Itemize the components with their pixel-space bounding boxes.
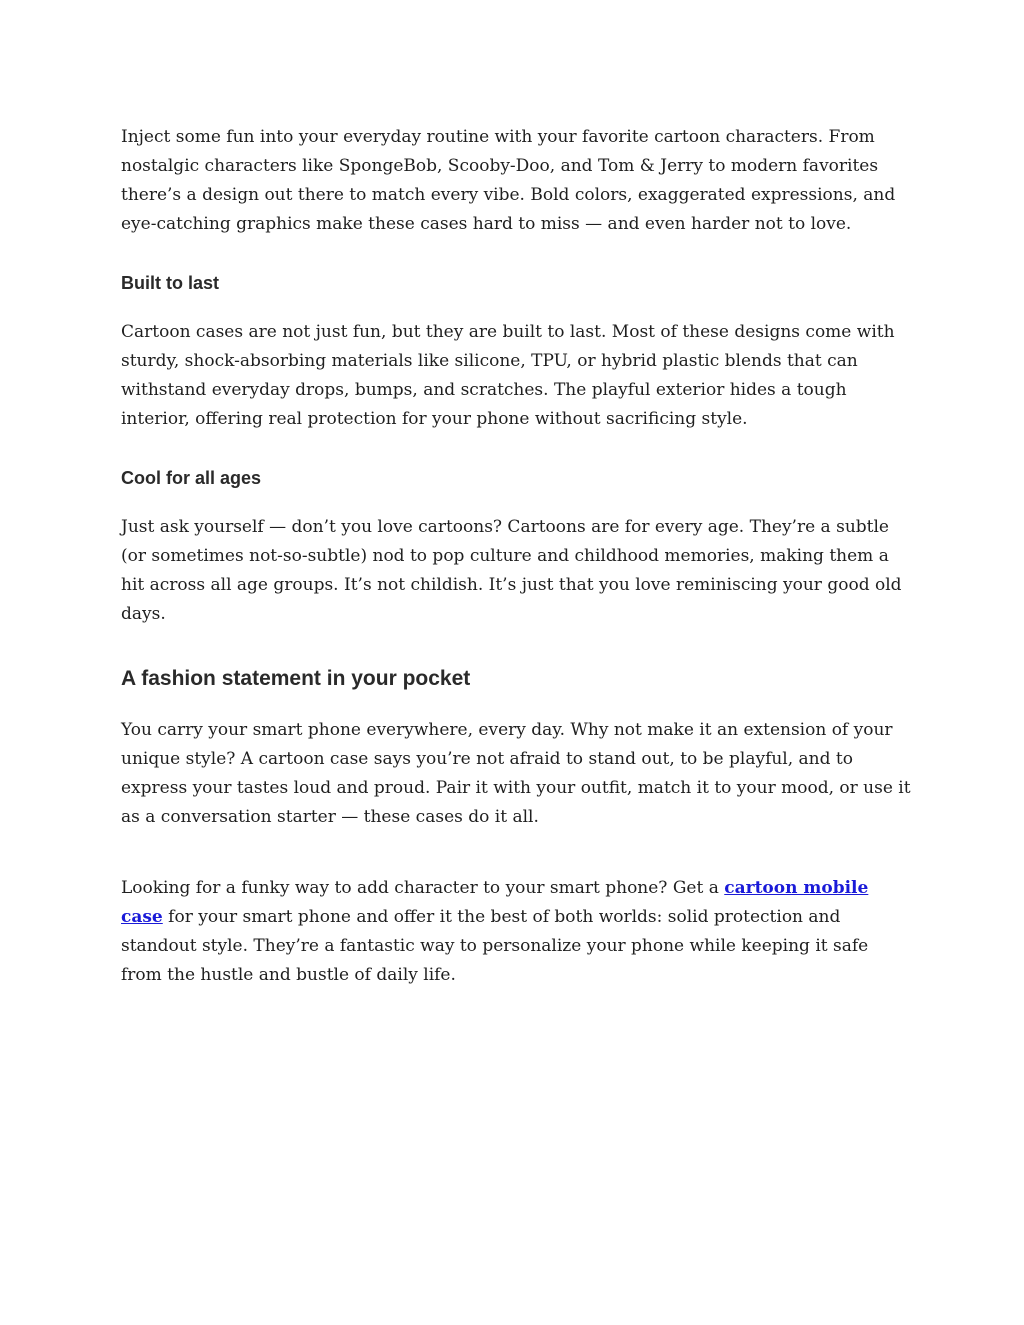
heading-cool-for-all-ages: Cool for all ages: [121, 468, 262, 488]
heading-fashion-statement: A fashion statement in your pocket: [121, 667, 471, 690]
closing-text-after: for your smart phone and offer it the best of both worlds: solid protection and standout style. They’re a fantastic way to personalize your phone while keeping it safe from the hustle and bustle of daily life.: [121, 907, 869, 985]
built-to-last-paragraph: Cartoon cases are not just fun, but they are built to last. Most of these designs come with sturdy, shock-absorbing materials like silicone, TPU, or hybrid plastic blends that can withstand everyday drops, bumps, and scratches. The playful exterior hides a tough interior, offering real protection for your phone without sacrificing style.: [121, 322, 895, 429]
cartoon-mobile-case-link[interactable]: cartoon mobile case: [121, 878, 869, 927]
cool-for-all-ages-paragraph: Just ask yourself — don’t you love cartoons? Cartoons are for every age. They’re a subtle (or sometimes not-so-subtle) nod to pop culture and childhood memories, making them a hit across all age groups. It’s not childish. It’s just that you love reminiscing your good old days.: [121, 517, 902, 624]
closing-text-before: Looking for a funky way to add character to your smart phone? Get a: [121, 878, 725, 898]
fashion-statement-paragraph: You carry your smart phone everywhere, every day. Why not make it an extension of your unique style? A cartoon case says you’re not afraid to stand out, to be playful, and to express your tastes loud and proud. Pair it with your outfit, match it to your mood, or use it as a conversation starter — these cases do it all.: [121, 720, 911, 827]
closing-paragraph: [121, 874, 911, 990]
intro-paragraph: Inject some fun into your everyday routine with your favorite cartoon characters. From nostalgic characters like SpongeBob, Scooby-Doo, and Tom & Jerry to modern favorites there’s a design out there to match every vibe. Bold colors, exaggerated expressions, and eye-catching graphics make these cases hard to miss — and even harder not to love.: [121, 127, 896, 234]
heading-built-to-last: Built to last: [121, 273, 219, 293]
article-body: [121, 123, 911, 990]
